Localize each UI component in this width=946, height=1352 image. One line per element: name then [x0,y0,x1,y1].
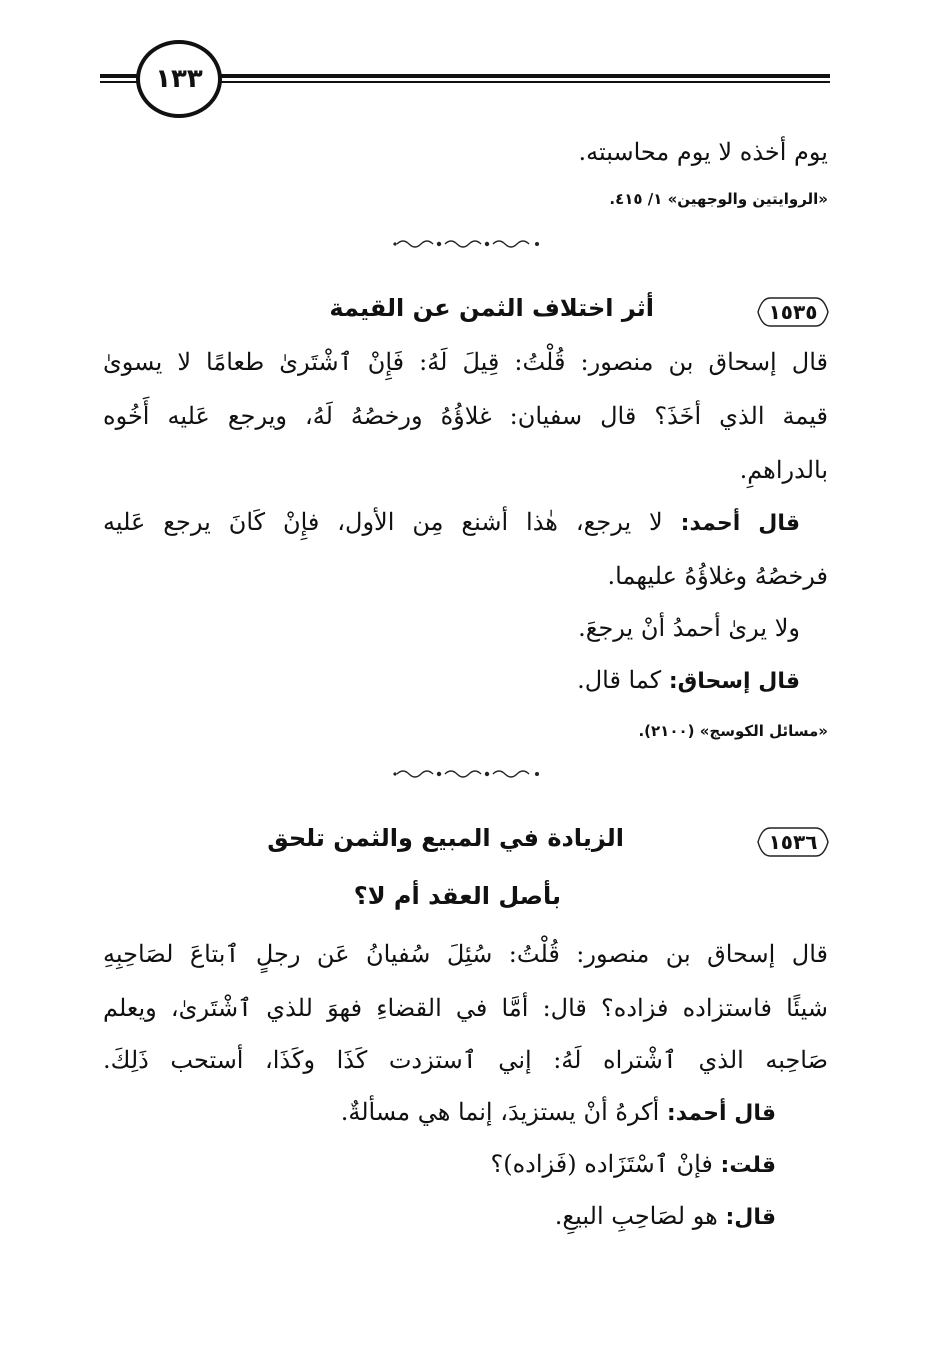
section-title: أثر اختلاف الثمن عن القيمة [329,294,654,322]
section-title: الزيادة في المبيع والثمن تلحق [267,824,624,852]
source-citation: «الروايتين والوجهين» ١/ ٤١٥. [609,190,828,208]
paragraph-line [491,1150,777,1178]
paragraph-line [577,666,800,694]
paragraph-line: بالدراهمِ. [739,456,828,484]
issue-number: ١٥٣٦ [768,830,818,854]
speaker-label: قلت: [720,1153,776,1178]
paragraph-line [341,1098,776,1126]
page-number: ١٣٣ [136,40,222,118]
paragraph-text: لا يرجع، هٰذا أشنع مِن الأول، فإِنْ كَانَ يرجع عَليه [103,508,663,536]
paragraph-line: قال إسحاق بن منصور: قُلْتُ: قِيلَ لَهُ: فَإِنْ ٱشْتَرىٰ طعامًا لا يسوىٰ [103,348,828,376]
issue-number-badge [754,822,832,862]
speaker-label: قال إسحاق: [668,669,800,694]
paragraph-line: صَاحِبه الذي ٱشْتراه لَهُ: إني ٱستزدت كَذَا وكَذَا، أستحب ذَلِكَ. [103,1046,828,1074]
issue-number-badge [754,292,832,332]
paragraph-text: هو لصَاحِبِ البيعِ. [554,1202,718,1230]
issue-number: ١٥٣٥ [768,300,818,324]
opening-line: يوم أخذه لا يوم محاسبته. [578,138,828,166]
paragraph-line: ولا يرىٰ أحمدُ أنْ يرجعَ. [578,614,800,642]
speaker-label: قال: [725,1205,776,1230]
paragraph-text: كما قال. [577,666,662,694]
section-subtitle: بأصل العقد أم لا؟ [353,882,561,910]
paragraph-line: فرخصُهُ وغلاؤُهُ عليهما. [607,562,828,590]
section-divider-ornament [393,236,543,252]
section-divider-ornament [393,766,543,782]
paragraph-line [103,508,800,536]
source-citation: «مسائل الكوسج» (٢١٠٠). [638,722,828,740]
paragraph-text: فإنْ ٱسْتَزَاده (فَزاده)؟ [490,1150,713,1178]
paragraph-line: شيئًا فاستزاده فزاده؟ قال: أمَّا في القضاءِ فهوَ للذي ٱشْتَرىٰ، ويعلم [103,994,828,1022]
paragraph-line: قيمة الذي أخَذَ؟ قال سفيان: غلاؤُهُ ورخصُهُ لَهُ، ويرجع عَليه أَخُوه [103,402,828,430]
paragraph-line [555,1202,776,1230]
page-header [100,40,830,120]
paragraph-line: قال إسحاق بن منصور: قُلْتُ: سُئِلَ سُفيانُ عَن رجلٍ ٱبتاعَ لصَاحِبِهِ [103,940,828,968]
speaker-label: قال أحمد: [680,511,800,536]
speaker-label: قال أحمد: [666,1101,776,1126]
paragraph-text: أكرهُ أنْ يستزيدَ، إنما هي مسألةٌ. [340,1098,660,1126]
